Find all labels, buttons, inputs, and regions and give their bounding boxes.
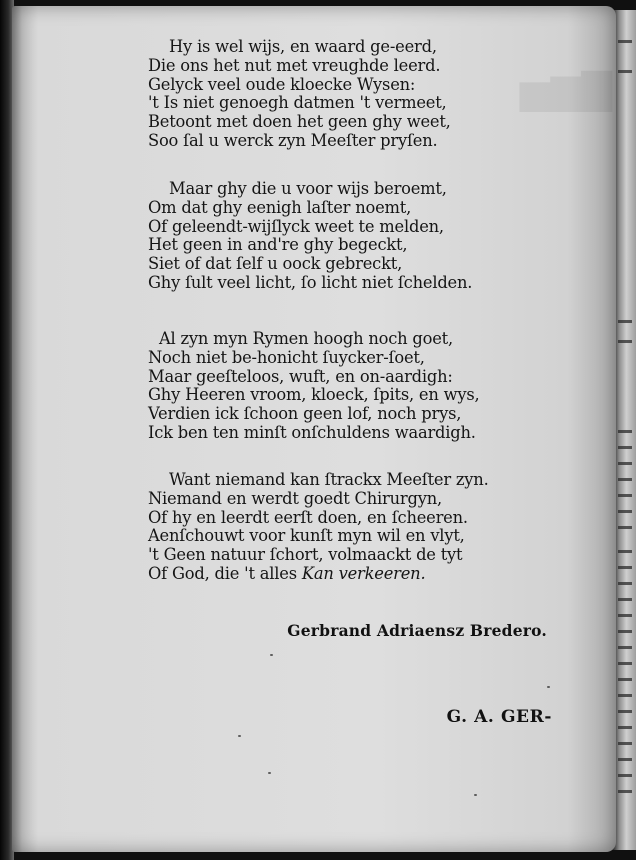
poem-line: 't Geen natuur ſchort, volmaackt de tyt: [148, 545, 463, 565]
facing-page-mark: [618, 494, 632, 497]
poem-line: Maar ghy die u voor wijs beroemt,: [169, 179, 447, 198]
stanza: [12, 180, 616, 293]
facing-page-mark: [618, 662, 632, 665]
facing-page-mark: [618, 742, 632, 745]
poem-line: Ghy ſult veel licht, ſo licht niet ſchelden.: [148, 272, 473, 292]
facing-page-mark: [618, 478, 632, 481]
facing-page-mark: [618, 430, 632, 433]
poem-line: Ick ben ten minſt onſchuldens waardigh.: [148, 422, 476, 442]
ink-speck: [268, 772, 271, 774]
ink-speck: [547, 686, 550, 688]
poem-line: Verdien ick ſchoon geen lof, noch prys,: [148, 404, 462, 424]
poem-line: Want niemand kan ſtrackx Meeſter zyn.: [169, 470, 489, 489]
poem-line: Hy is wel wijs, en waard ge-eerd,: [169, 37, 437, 56]
poem-line: Noch niet be-honicht ſuycker-ſoet,: [148, 347, 425, 367]
poem-line: Ghy Heeren vroom, kloeck, ſpits, en wys,: [148, 385, 480, 405]
facing-page-mark: [618, 614, 632, 617]
book-page: [12, 6, 616, 852]
poem-line: Of hy en leerdt eerſt doen, en ſcheeren.: [148, 507, 468, 527]
poem-line: 't Is niet genoegh datmen 't vermeet,: [148, 93, 447, 113]
facing-page-mark: [618, 550, 632, 553]
poem-line: Al zyn myn Rymen hoogh noch goet,: [159, 329, 453, 348]
ink-speck: [238, 735, 241, 737]
stanza: [12, 38, 616, 151]
facing-page-mark: [618, 320, 632, 323]
facing-page-mark: [618, 646, 632, 649]
facing-page-mark: [618, 678, 632, 681]
poem-line: Het geen in and're ghy begeckt,: [148, 235, 408, 255]
poem-line: Gelyck veel oude kloecke Wysen:: [148, 74, 416, 94]
facing-page-mark: [618, 40, 632, 43]
facing-page-mark: [618, 710, 632, 713]
facing-page-mark: [618, 462, 632, 465]
final-line-text: Of God, die 't alles: [148, 563, 297, 583]
catchword: G. A. GER-: [446, 707, 552, 727]
poem-line: Soo ſal u werck zyn Meeſter pryſen.: [148, 130, 438, 150]
ink-speck: [270, 654, 273, 656]
poem-line: Om dat ghy eenigh laſter noemt,: [148, 197, 412, 217]
facing-page-mark: [618, 566, 632, 569]
facing-page-mark: [618, 582, 632, 585]
poem-line: Siet of dat ſelf u oock gebreckt,: [148, 254, 403, 274]
facing-page-mark: [618, 526, 632, 529]
poem-line: Die ons het nut met vreughde leerd.: [148, 55, 441, 75]
poem-line: Of geleendt-wijſlyck weet te melden,: [148, 216, 444, 236]
facing-page-mark: [618, 790, 632, 793]
poem-line: Aenſchouwt voor kunſt myn wil en vlyt,: [148, 526, 465, 546]
facing-page-mark: [618, 446, 632, 449]
bleed-through-ink: ▇▆▅: [519, 66, 612, 112]
facing-page-mark: [618, 774, 632, 777]
facing-page-mark: [618, 598, 632, 601]
ink-speck: [474, 794, 477, 796]
facing-page-mark: [618, 340, 632, 343]
facing-page-mark: [618, 726, 632, 729]
poem-line: Maar geeſteloos, wuft, en on-aardigh:: [148, 366, 453, 386]
facing-page-mark: [618, 758, 632, 761]
poem-line: Betoont met doen het geen ghy weet,: [148, 112, 451, 132]
stanza: [12, 471, 616, 584]
poem-line-final: [12, 565, 616, 584]
author-signature: Gerbrand Adriaensz Bredero.: [287, 621, 547, 640]
poem-line: Niemand en werdt goedt Chirurgyn,: [148, 488, 442, 508]
facing-page-mark: [618, 694, 632, 697]
facing-page-mark: [618, 510, 632, 513]
motto: Kan verkeeren.: [301, 563, 426, 583]
stanza: [12, 330, 616, 443]
facing-page-mark: [618, 70, 632, 73]
facing-page-mark: [618, 630, 632, 633]
